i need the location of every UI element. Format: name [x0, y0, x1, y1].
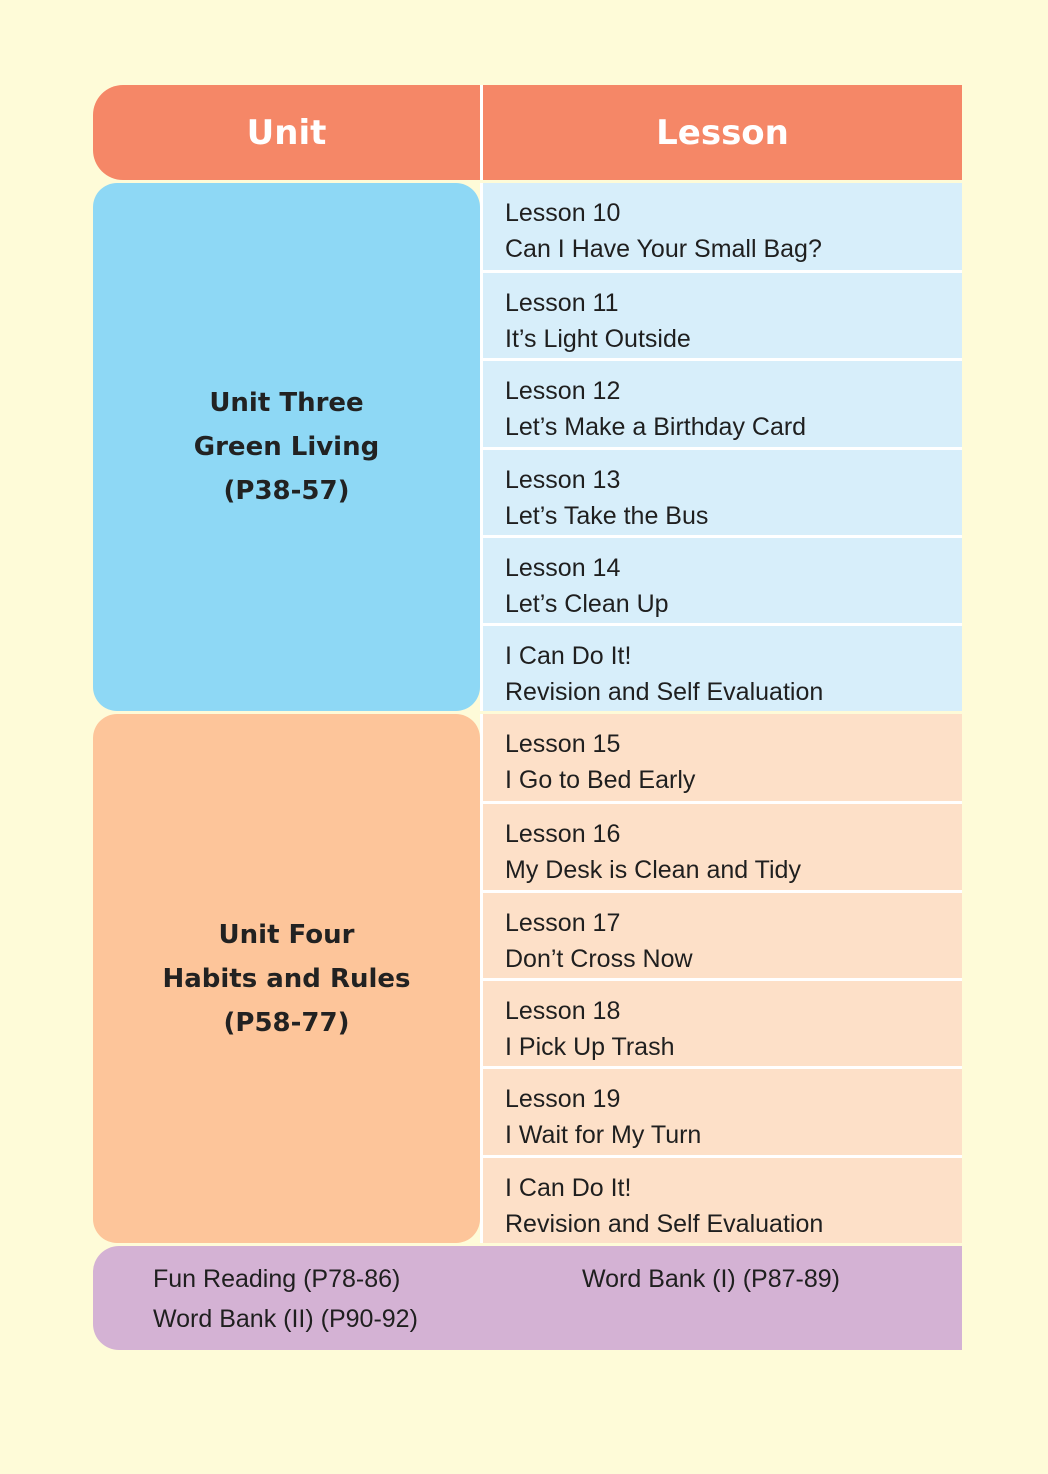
lesson-title: Revision and Self Evaluation — [505, 1209, 824, 1238]
lesson-title: I Go to Bed Early — [505, 766, 696, 795]
unit-three-name: Unit Three — [209, 388, 364, 419]
lesson-number: Lesson 13 — [505, 465, 621, 494]
lesson-number: Lesson 18 — [505, 997, 621, 1026]
appendix-left — [153, 1259, 418, 1339]
lesson-row — [483, 978, 962, 1066]
unit-four-pages: (P58-77) — [223, 1007, 350, 1038]
lesson-row — [483, 358, 962, 446]
lesson-title: My Desk is Clean and Tidy — [505, 856, 801, 885]
unit-four-lessons — [483, 714, 962, 1242]
lesson-number: I Can Do It! — [505, 642, 632, 671]
word-bank-2-entry: Word Bank (II) (P90-92) — [153, 1304, 418, 1333]
word-bank-1-entry: Word Bank (I) (P87-89) — [582, 1264, 840, 1293]
lesson-column-header: Lesson — [483, 85, 962, 180]
unit-three-block — [93, 183, 962, 711]
lesson-row — [483, 183, 962, 270]
lesson-title: Can I Have Your Small Bag? — [505, 235, 822, 263]
table-of-contents — [93, 85, 962, 1350]
lesson-row — [483, 535, 962, 623]
lesson-row — [483, 270, 962, 358]
lesson-number: Lesson 17 — [505, 908, 621, 937]
unit-four-cell — [93, 714, 480, 1242]
lesson-row — [483, 714, 962, 801]
lesson-number: Lesson 12 — [505, 377, 621, 406]
lesson-title: Revision and Self Evaluation — [505, 678, 824, 707]
lesson-number: Lesson 19 — [505, 1085, 621, 1114]
toc-header — [93, 85, 962, 180]
unit-four-name: Unit Four — [218, 919, 355, 950]
unit-four-block — [93, 714, 962, 1242]
appendix-row — [93, 1246, 962, 1350]
lesson-row — [483, 801, 962, 889]
lesson-number: Lesson 10 — [505, 199, 621, 227]
lesson-number: Lesson 16 — [505, 820, 621, 849]
lesson-row — [483, 1066, 962, 1154]
fun-reading-entry: Fun Reading (P78-86) — [153, 1264, 401, 1293]
lesson-row — [483, 1155, 962, 1243]
lesson-row — [483, 447, 962, 535]
lesson-title: I Wait for My Turn — [505, 1121, 702, 1150]
lesson-title: It’s Light Outside — [505, 325, 691, 353]
lesson-title: I Pick Up Trash — [505, 1033, 675, 1062]
lesson-number: I Can Do It! — [505, 1173, 632, 1202]
lesson-row — [483, 890, 962, 978]
lesson-title: Don’t Cross Now — [505, 944, 693, 973]
lesson-title: Let’s Make a Birthday Card — [505, 413, 807, 442]
unit-three-pages: (P38-57) — [223, 476, 350, 507]
unit-three-cell — [93, 183, 480, 711]
unit-three-theme: Green Living — [193, 432, 380, 463]
lesson-number: Lesson 14 — [505, 553, 621, 582]
lesson-title: Let’s Clean Up — [505, 589, 669, 618]
unit-four-theme: Habits and Rules — [162, 963, 411, 994]
lesson-title: Let’s Take the Bus — [505, 501, 709, 530]
unit-three-lessons — [483, 183, 962, 711]
lesson-number: Lesson 15 — [505, 730, 621, 759]
lesson-row — [483, 623, 962, 711]
unit-column-header: Unit — [93, 85, 480, 180]
lesson-number: Lesson 11 — [505, 289, 619, 317]
